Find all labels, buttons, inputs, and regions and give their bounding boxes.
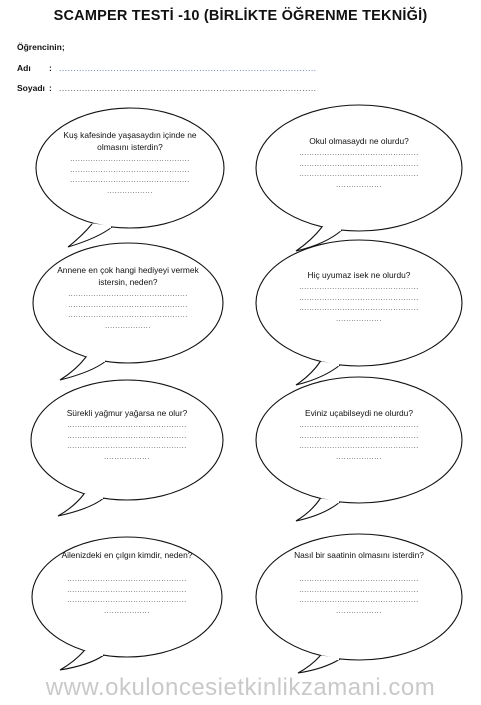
answer-line[interactable]: .................. — [336, 607, 382, 615]
answer-line[interactable]: ............................................... — [70, 166, 190, 174]
answer-line[interactable]: ............................................... — [67, 597, 187, 604]
bubble-8-question: Nasıl bir saatinin olmasını isterdin? — [294, 550, 424, 560]
answer-line[interactable]: .................. — [104, 607, 150, 615]
answer-line[interactable]: ............................................... — [299, 586, 419, 594]
answer-line[interactable]: .................. — [336, 181, 382, 189]
bubble-7-answer-lines[interactable] — [52, 575, 202, 617]
answer-line[interactable]: ............................................... — [299, 576, 419, 583]
bubble-4-question: Hiç uyumaz isek ne olurdu? — [307, 270, 411, 280]
website-watermark: www.okuloncesietkinlikzamani.com — [45, 674, 436, 701]
answer-line[interactable]: .................. — [336, 315, 382, 323]
answer-line[interactable]: ............................................... — [299, 160, 419, 168]
answer-line[interactable]: .................. — [107, 187, 153, 195]
answer-line[interactable]: ............................................... — [68, 312, 188, 319]
bubble-2-answer-lines[interactable] — [284, 149, 434, 191]
answer-line[interactable]: ............................................... — [70, 156, 190, 163]
answer-line[interactable]: .................. — [336, 453, 382, 461]
answer-line[interactable]: ............................................... — [67, 576, 187, 583]
name-colon: : — [49, 63, 52, 73]
answer-line[interactable]: ............................................... — [70, 177, 190, 184]
answer-line[interactable]: ............................................... — [299, 284, 419, 291]
answer-line[interactable]: ............................................... — [67, 586, 187, 594]
answer-line[interactable]: ............................................... — [299, 305, 419, 312]
student-heading: Öğrencinin; — [17, 42, 65, 52]
answer-line[interactable]: ............................................... — [67, 422, 187, 429]
answer-line[interactable]: ............................................... — [299, 294, 419, 302]
surname-colon: : — [49, 83, 52, 93]
bubble-8-answer-lines[interactable] — [284, 575, 434, 617]
answer-line[interactable]: ............................................... — [68, 301, 188, 309]
answer-line[interactable]: ............................................... — [67, 432, 187, 440]
bubble-1-question: Kuş kafesinde yaşasaydın içinde ne olmasını isterdin? — [63, 130, 197, 152]
answer-line[interactable]: ............................................... — [299, 597, 419, 604]
surname-field[interactable]: .......................................................................................... — [59, 83, 317, 93]
bubble-1-answer-lines[interactable] — [55, 155, 205, 197]
answer-line[interactable]: ............................................... — [68, 291, 188, 298]
bubble-3-answer-lines[interactable] — [53, 290, 203, 332]
bubble-6-answer-lines[interactable] — [284, 421, 434, 463]
name-label: Adı — [17, 63, 31, 73]
answer-line[interactable]: ............................................... — [67, 443, 187, 450]
bubble-6-question: Eviniz uçabilseydi ne olurdu? — [304, 408, 413, 418]
answer-line[interactable]: .................. — [105, 322, 151, 330]
answer-line[interactable]: ............................................... — [299, 443, 419, 450]
answer-line[interactable]: ............................................... — [299, 171, 419, 178]
answer-line[interactable]: .................. — [104, 453, 150, 461]
answer-line[interactable]: ............................................... — [299, 150, 419, 157]
surname-label: Soyadı — [17, 83, 45, 93]
bubble-4-answer-lines[interactable] — [284, 283, 434, 325]
bubble-5-question: Sürekli yağmur yağarsa ne olur? — [66, 408, 188, 418]
answer-line[interactable]: ............................................... — [299, 432, 419, 440]
bubble-3-question: Annene en çok hangi hediyeyi vermek istersin, neden? — [57, 265, 199, 287]
bubble-7-question: Ailenizdeki en çılgın kimdir, neden? — [61, 550, 193, 560]
answer-line[interactable]: ............................................... — [299, 422, 419, 429]
name-field[interactable]: .......................................................................................... — [59, 63, 317, 73]
page-title: SCAMPER TESTİ -10 (BİRLİKTE ÖĞRENME TEKNİĞİ) — [53, 8, 428, 24]
bubble-5-answer-lines[interactable] — [52, 421, 202, 463]
bubble-2-question: Okul olmasaydı ne olurdu? — [309, 136, 409, 146]
